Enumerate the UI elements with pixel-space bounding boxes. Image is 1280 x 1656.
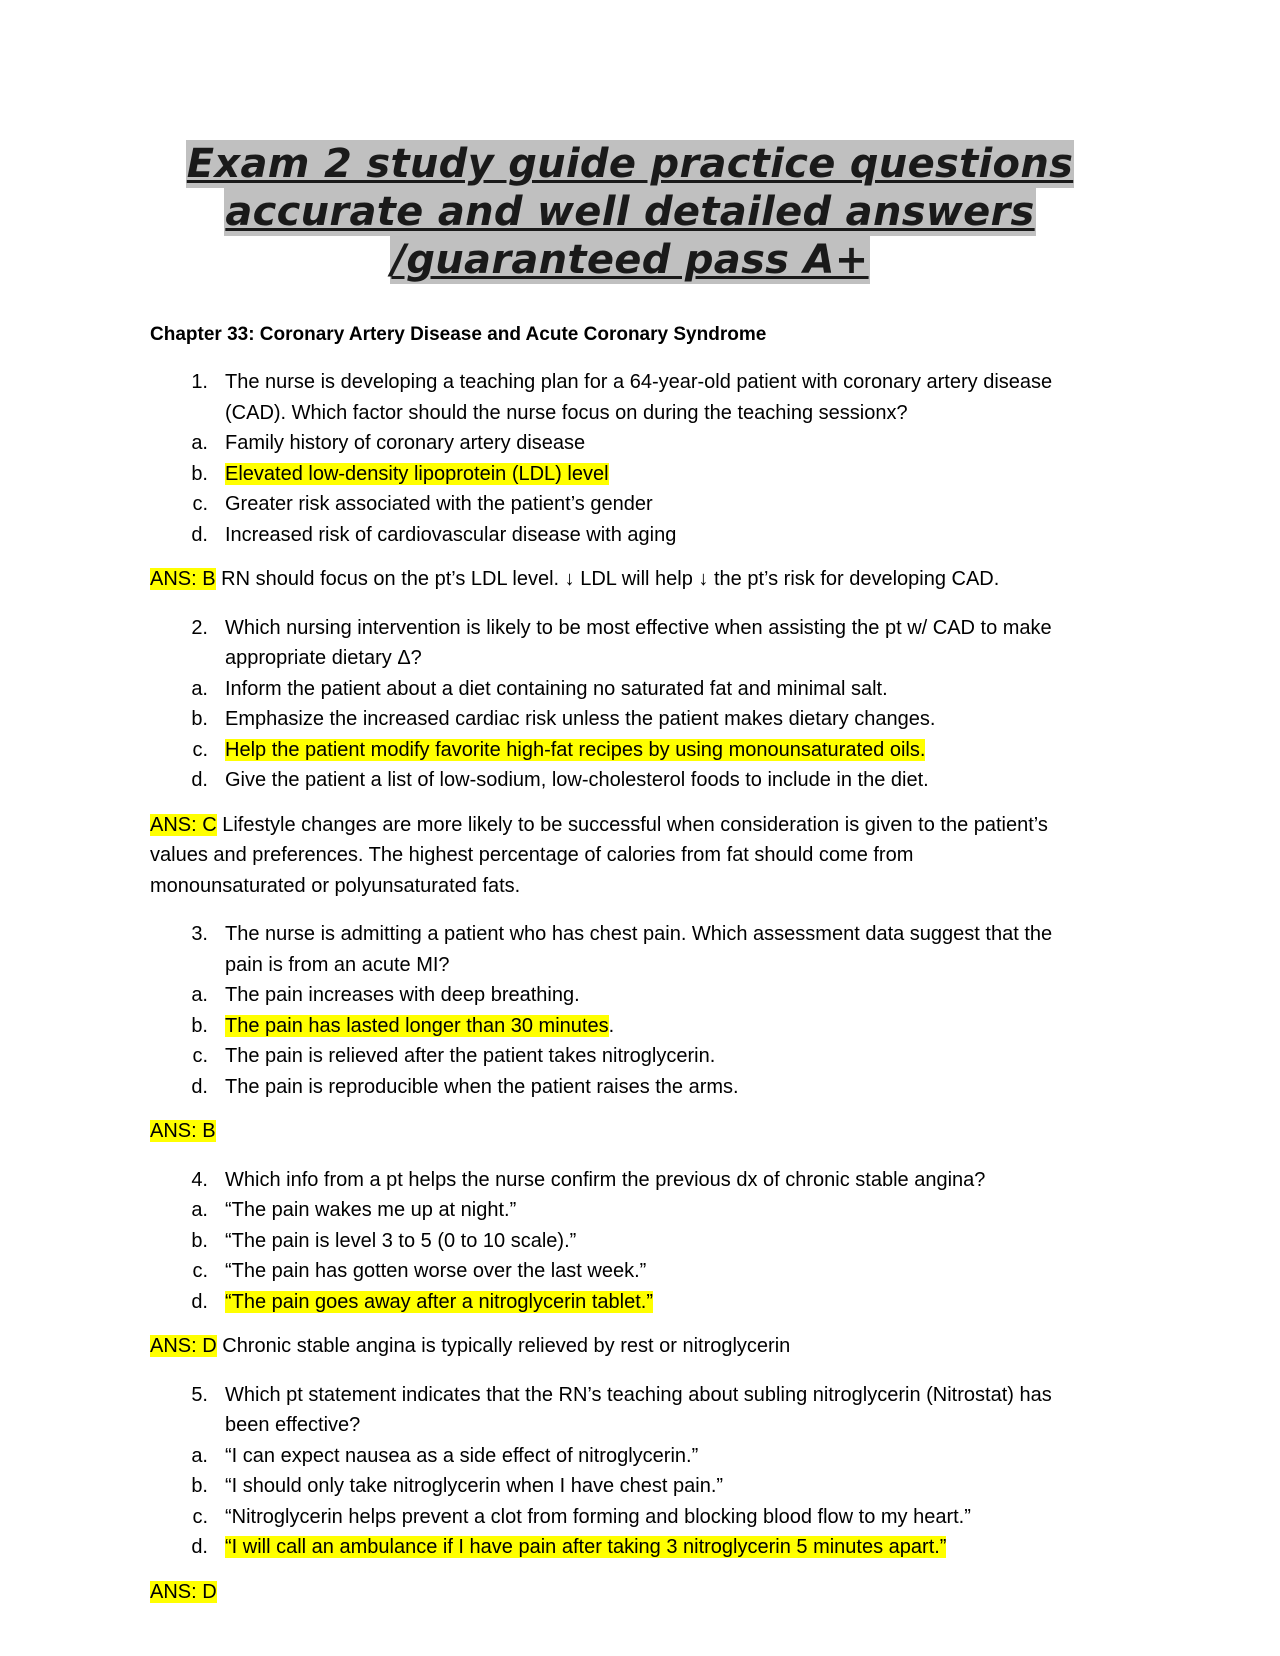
option-letter: d. [191, 1075, 208, 1098]
option-text: Greater risk associated with the patient’s gender [225, 493, 653, 515]
answer-option [150, 520, 1110, 551]
document-title [150, 140, 1110, 284]
document-page [150, 140, 1110, 1607]
option-letter: b. [191, 1014, 208, 1037]
option-letter: a. [191, 984, 208, 1006]
answer-explanation [150, 1331, 1110, 1362]
question-text: The nurse is admitting a patient who has chest pain. Which assessment data suggest that the pain is from an acute MI? [225, 923, 1053, 976]
title-line-3: /guaranteed pass A+ [391, 237, 869, 283]
answer-option [150, 980, 1110, 1011]
answer-option [150, 459, 1110, 490]
chapter-heading: Chapter 33: Coronary Artery Disease and Acute Coronary Syndrome [150, 324, 767, 345]
option-text: The pain has lasted longer than 30 minutes. [225, 1014, 615, 1037]
question-number: 3. [191, 923, 208, 945]
option-text: Family history of coronary artery disease [225, 432, 586, 454]
question-number: 2. [191, 616, 208, 639]
question-text: The nurse is developing a teaching plan for a 64-year-old patient with coronary artery disease (CAD). Which factor should the nurse focus on during the teaching sessionx? [225, 371, 1053, 424]
question-text: Which nursing intervention is likely to be most effective when assisting the pt w/ CAD to make appropriate dietary Δ? [225, 616, 1052, 669]
answer-option [150, 1471, 1110, 1502]
answer-option [150, 1226, 1110, 1257]
option-letter: a. [191, 432, 208, 454]
answer-label: ANS: B [150, 1120, 216, 1142]
answer-option [150, 674, 1110, 705]
answer-option [150, 1502, 1110, 1533]
title-line-2: accurate and well detailed answers [225, 189, 1035, 235]
answer-option [150, 1256, 1110, 1287]
option-text: “The pain has gotten worse over the last week.” [225, 1260, 647, 1282]
question-stem [150, 1380, 1110, 1441]
question-text: Which pt statement indicates that the RN’s teaching about subling nitroglycerin (Nitrostat) has been effective? [225, 1383, 1052, 1436]
option-letter: b. [191, 1475, 208, 1497]
answer-option [150, 704, 1110, 735]
answer-label: ANS: D [150, 1580, 217, 1603]
option-text: “The pain is level 3 to 5 (0 to 10 scale).” [225, 1229, 577, 1252]
option-text: “I can expect nausea as a side effect of nitroglycerin.” [225, 1444, 699, 1467]
option-letter: c. [192, 493, 208, 515]
option-letter: a. [191, 1444, 208, 1467]
answer-explanation [150, 564, 1110, 595]
option-letter: b. [191, 708, 208, 730]
option-letter: c. [192, 738, 208, 761]
option-letter: c. [192, 1045, 208, 1067]
question-text: Which info from a pt helps the nurse confirm the previous dx of chronic stable angina? [225, 1168, 986, 1191]
answer-option [150, 765, 1110, 796]
answer-option [150, 1287, 1110, 1318]
answer-rationale: RN should focus on the pt’s LDL level. ↓ LDL will help ↓ the pt’s risk for developing CAD. [215, 568, 1000, 590]
answer-explanation [150, 810, 1110, 902]
answer-option [150, 1011, 1110, 1042]
title-line-1: Exam 2 study guide practice questions [186, 141, 1074, 187]
option-text: Elevated low-density lipoprotein (LDL) level [225, 462, 609, 485]
question-stem [150, 919, 1110, 980]
option-text: “I will call an ambulance if I have pain after taking 3 nitroglycerin 5 minutes apart.” [225, 1536, 947, 1558]
question-stem [150, 613, 1110, 674]
question-block [150, 367, 1110, 550]
option-letter: a. [191, 1199, 208, 1221]
answer-rationale: Lifestyle changes are more likely to be successful when consideration is given to the patient’s values and preferences. The highest percentage of calories from fat should come from monounsaturated or polyunsaturated fats. [150, 813, 1048, 897]
option-letter: d. [191, 769, 208, 791]
answer-explanation [150, 1577, 1110, 1608]
answer-rationale: Chronic stable angina is typically relieved by rest or nitroglycerin [216, 1335, 791, 1357]
option-text: Emphasize the increased cardiac risk unless the patient makes dietary changes. [225, 708, 936, 730]
answer-label: ANS: D [150, 1335, 217, 1357]
option-text: “I should only take nitroglycerin when I have chest pain.” [225, 1475, 724, 1497]
option-text: “Nitroglycerin helps prevent a clot from forming and blocking blood flow to my heart.” [225, 1505, 971, 1528]
answer-explanation [150, 1116, 1110, 1147]
option-letter: a. [191, 677, 208, 700]
answer-option [150, 428, 1110, 459]
option-letter: d. [191, 1536, 208, 1558]
answer-option [150, 1041, 1110, 1072]
option-letter: b. [191, 462, 208, 485]
option-text: The pain is relieved after the patient takes nitroglycerin. [225, 1045, 716, 1067]
question-block [150, 1380, 1110, 1563]
option-text: Inform the patient about a diet containing no saturated fat and minimal salt. [225, 677, 888, 700]
answer-option [150, 1532, 1110, 1563]
answer-option [150, 1195, 1110, 1226]
answer-option [150, 735, 1110, 766]
question-block [150, 919, 1110, 1102]
question-block [150, 613, 1110, 796]
answer-option [150, 1072, 1110, 1103]
option-text: Give the patient a list of low-sodium, low-cholesterol foods to include in the diet. [225, 769, 929, 791]
answer-label: ANS: C [150, 813, 217, 836]
option-letter: c. [192, 1505, 208, 1528]
question-number: 5. [191, 1383, 208, 1406]
question-number: 4. [191, 1168, 208, 1191]
option-text: The pain increases with deep breathing. [225, 984, 580, 1006]
option-letter: b. [191, 1229, 208, 1252]
option-text: The pain is reproducible when the patient raises the arms. [225, 1075, 739, 1098]
answer-option [150, 1441, 1110, 1472]
question-stem [150, 367, 1110, 428]
option-text: Help the patient modify favorite high-fat recipes by using monounsaturated oils. [225, 738, 926, 761]
question-block [150, 1165, 1110, 1318]
answer-label: ANS: B [150, 568, 216, 590]
option-text: Increased risk of cardiovascular disease with aging [225, 523, 677, 546]
answer-option [150, 489, 1110, 520]
option-letter: d. [191, 1290, 208, 1313]
option-text: “The pain wakes me up at night.” [225, 1199, 517, 1221]
question-number: 1. [191, 371, 208, 393]
option-letter: d. [191, 523, 208, 546]
question-list [150, 367, 1110, 1607]
option-text: “The pain goes away after a nitroglycerin tablet.” [225, 1290, 653, 1313]
question-stem [150, 1165, 1110, 1196]
option-letter: c. [192, 1260, 208, 1282]
